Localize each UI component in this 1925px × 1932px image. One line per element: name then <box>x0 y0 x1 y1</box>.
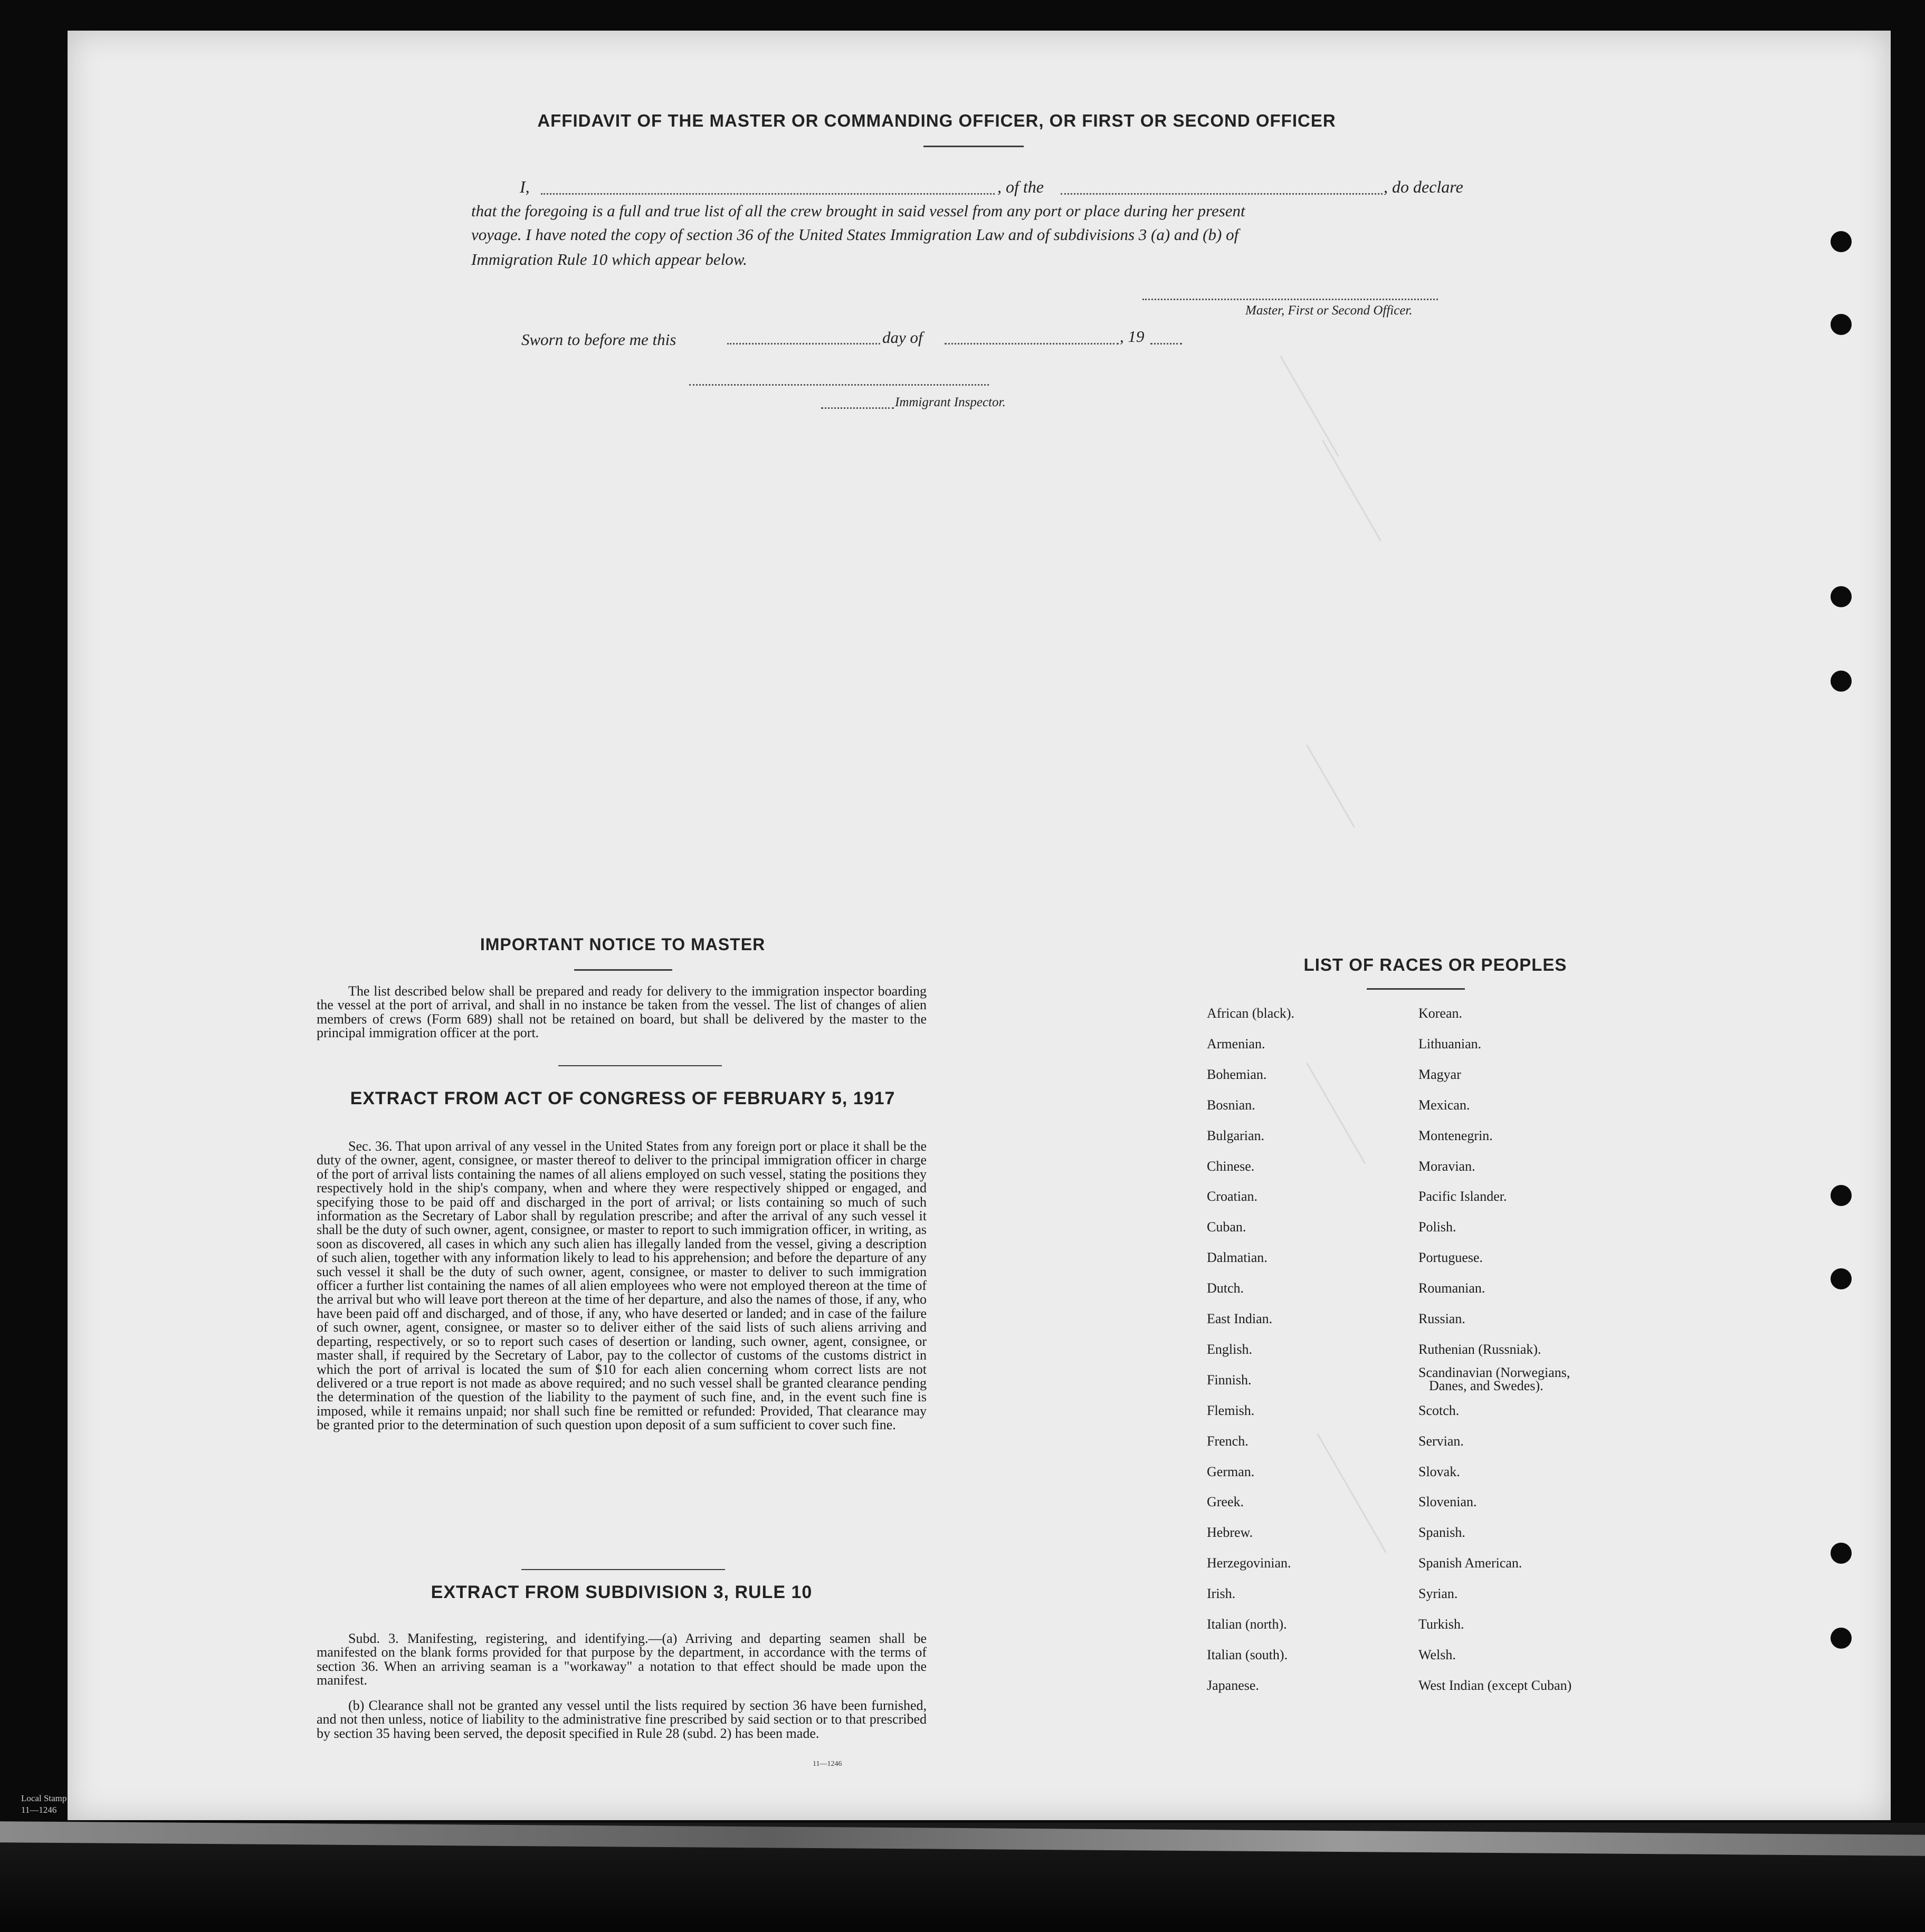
sworn-month-field[interactable] <box>945 343 1119 345</box>
affidavit-body-line2: that the foregoing is a full and true list of all the crew brought in said vessel from any port or place during her present <box>471 202 1245 220</box>
notice-text: The list described below shall be prepared and ready for delivery to the immigration inspector boarding the vessel at the port of arrival, and shall in no instance be taken from the vessel. The list of changes of alien members of crews (Form 689) shall not be retained on board, but shall be delivered by the master to the principal immigration officer at the port. <box>317 983 927 1041</box>
race-item: Bohemian. <box>1207 1066 1267 1082</box>
binder-hole <box>1831 1628 1852 1649</box>
race-item: Moravian. <box>1418 1158 1475 1174</box>
notice-end-rule <box>558 1065 722 1066</box>
race-item: African (black). <box>1207 1006 1295 1021</box>
race-item: French. <box>1207 1433 1249 1449</box>
race-item: Spanish American. <box>1418 1555 1522 1571</box>
race-item: Dutch. <box>1207 1280 1244 1296</box>
sworn-year-field[interactable] <box>1150 343 1182 345</box>
race-item: Polish. <box>1418 1219 1456 1235</box>
race-item: German. <box>1207 1464 1255 1479</box>
binder-hole <box>1831 1185 1852 1206</box>
affidavit-line1-of-the: , of the <box>997 177 1044 196</box>
race-item: Servian. <box>1418 1433 1464 1449</box>
sworn-year: , 19 <box>1120 327 1145 346</box>
notice-title: IMPORTANT NOTICE TO MASTER <box>480 935 766 954</box>
binder-hole <box>1831 1543 1852 1564</box>
race-item: Scandinavian (Norwegians, <box>1418 1364 1570 1380</box>
inspector-signature-field-short[interactable] <box>821 407 894 409</box>
sworn-day-field[interactable] <box>727 343 880 345</box>
binder-hole <box>1831 314 1852 335</box>
form-sheet <box>68 31 1891 1820</box>
race-item: Armenian. <box>1207 1036 1265 1051</box>
race-item: Herzegovinian. <box>1207 1555 1291 1571</box>
officer-name-field[interactable] <box>541 193 995 195</box>
race-item: West Indian (except Cuban) <box>1418 1677 1572 1693</box>
race-item: Italian (north). <box>1207 1617 1287 1632</box>
race-item: Mexican. <box>1418 1097 1470 1113</box>
notice-title-rule <box>574 969 672 971</box>
race-item: Welsh. <box>1418 1647 1456 1662</box>
race-item: Spanish. <box>1418 1525 1465 1541</box>
race-item: Scotch. <box>1418 1402 1460 1418</box>
act-end-rule <box>521 1569 725 1570</box>
act-title: EXTRACT FROM ACT OF CONGRESS OF FEBRUARY 5, 1917 <box>350 1088 895 1108</box>
rule-subdivision-a: Subd. 3. Manifesting, registering, and identifying.—(a) Arriving and departing seamen shall be manifested on the blank forms provided for that purpose by the department, in accordance with the terms of section 36. When an arriving seaman is a "workaway" a notation to that effect should be made upon the manifest. <box>317 1631 927 1688</box>
race-item: Hebrew. <box>1207 1525 1253 1541</box>
inspector-label: Immigrant Inspector. <box>895 395 1006 409</box>
race-item: Pacific Islander. <box>1418 1189 1507 1204</box>
race-item: Ruthenian (Russniak). <box>1418 1341 1541 1357</box>
race-item: Slovak. <box>1418 1464 1460 1479</box>
affidavit-body-line4: Immigration Rule 10 which appear below. <box>471 250 747 269</box>
race-item: Irish. <box>1207 1586 1236 1602</box>
race-item: Croatian. <box>1207 1189 1258 1204</box>
affidavit-line1-do-declare: , do declare <box>1384 177 1463 196</box>
race-item: Greek. <box>1207 1494 1244 1510</box>
sworn-day-of: day of <box>882 328 923 347</box>
inspector-signature-field[interactable] <box>689 384 989 386</box>
race-item: Italian (south). <box>1207 1647 1288 1662</box>
races-title-rule <box>1367 988 1465 990</box>
binder-hole <box>1831 671 1852 692</box>
race-item: East Indian. <box>1207 1311 1273 1326</box>
binder-hole <box>1831 586 1852 607</box>
rule-title: EXTRACT FROM SUBDIVISION 3, RULE 10 <box>431 1582 813 1602</box>
race-item: Finnish. <box>1207 1372 1252 1388</box>
sworn-prefix: Sworn to before me this <box>521 330 676 349</box>
race-item: English. <box>1207 1341 1252 1357</box>
race-item: Slovenian. <box>1418 1494 1477 1510</box>
affidavit-line1-i: I, <box>520 177 530 196</box>
race-item: Turkish. <box>1418 1617 1464 1632</box>
affidavit-title: AFFIDAVIT OF THE MASTER OR COMMANDING OFFICER, OR FIRST OR SECOND OFFICER <box>537 111 1336 130</box>
binder-hole <box>1831 1268 1852 1289</box>
race-item: Roumanian. <box>1418 1280 1485 1296</box>
race-item: Syrian. <box>1418 1586 1458 1602</box>
race-item: Portuguese. <box>1418 1250 1483 1266</box>
race-item: Russian. <box>1418 1311 1465 1326</box>
race-item: Korean. <box>1418 1006 1463 1021</box>
form-number: 11—1246 <box>813 1760 842 1768</box>
vessel-name-field[interactable] <box>1061 193 1383 195</box>
race-item: Dalmatian. <box>1207 1250 1268 1266</box>
edge-stamp <box>21 1793 66 1816</box>
race-item: Magyar <box>1418 1066 1461 1082</box>
races-title: LIST OF RACES OR PEOPLES <box>1303 955 1567 974</box>
act-section-36-text: Sec. 36. That upon arrival of any vessel in the United States from any foreign port or place it shall be the duty of the owner, agent, consignee, or master thereof to deliver to the principal immigration officer in charge of the port of arrival lists containing the names of all aliens employed on such vessel, stating the positions they respectively hold in the ship's company, when and where they were respectively shipped or engaged, and specifying those to be paid off and discharged in the port of arrival; or lists containing so much of such information as the Secretary of Labor shall by regulation prescribe; and after the arrival of any such vessel it shall be the duty of such owner, agent, consignee, or master to report to such immigration officer, in writing, as soon as discovered, all cases in which any such alien has illegally landed from the vessel, giving a description of such alien, together with any information likely to lead to his apprehension; and before the departure of any such vessel it shall be the duty of such owner, agent, consignee, or master to deliver to such immigration officer a further list containing the names of all alien employees who were not employed thereon at the time of the arrival but who will leave port thereon at the time of her departure, and also the names of those, if any, who have been paid off and discharged, and of those, if any, who have deserted or landed; and in case of the failure of such owner, agent, consignee, or master so to deliver either of the said lists of such aliens arriving and departing, respectively, or so to report such cases of desertion or landing, such owner, agent, consignee, or master shall, if required by the Secretary of Labor, pay to the collector of customs of the customs district in which the port of arrival is located the sum of $10 for each alien concerning whom correct lists are not delivered or a true report is not made as above required; and no such vessel shall be granted clearance pending the determination of the question of the liability to the payment of such fine, and, in the event such fine is imposed, while it remains unpaid; nor shall such fine be remitted or refunded: Provided, That clearance may be granted prior to the determination of such question upon deposit of a sum sufficient to cover such fine. <box>317 1139 927 1433</box>
affidavit-body-line3: voyage. I have noted the copy of section 36 of the United States Immigration Law and of subdivisions 3 (a) and (b) of <box>471 225 1239 244</box>
race-item: Danes, and Swedes). <box>1429 1378 1543 1393</box>
binder-hole <box>1831 231 1852 252</box>
affidavit-title-rule <box>923 146 1024 147</box>
officer-signature-field[interactable] <box>1142 299 1438 300</box>
race-item: Lithuanian. <box>1418 1036 1482 1051</box>
edge-stamp-line2: 11—1246 <box>21 1805 57 1815</box>
race-item: Chinese. <box>1207 1158 1255 1174</box>
race-item: Montenegrin. <box>1418 1127 1493 1143</box>
race-item: Japanese. <box>1207 1677 1259 1693</box>
race-item: Bulgarian. <box>1207 1127 1265 1143</box>
rule-subdivision-b: (b) Clearance shall not be granted any vessel until the lists required by section 36 have been furnished, and not then unless, notice of liability to the administrative fine prescribed by said section or to that prescribed by section 35 having been served, the deposit specified in Rule 28 (subd. 2) has been made. <box>317 1698 927 1741</box>
race-item: Flemish. <box>1207 1402 1255 1418</box>
signature-label: Master, First or Second Officer. <box>1245 303 1413 318</box>
race-item: Cuban. <box>1207 1219 1246 1235</box>
race-item: Bosnian. <box>1207 1097 1255 1113</box>
edge-stamp-line1: Local Stamp <box>21 1793 67 1803</box>
